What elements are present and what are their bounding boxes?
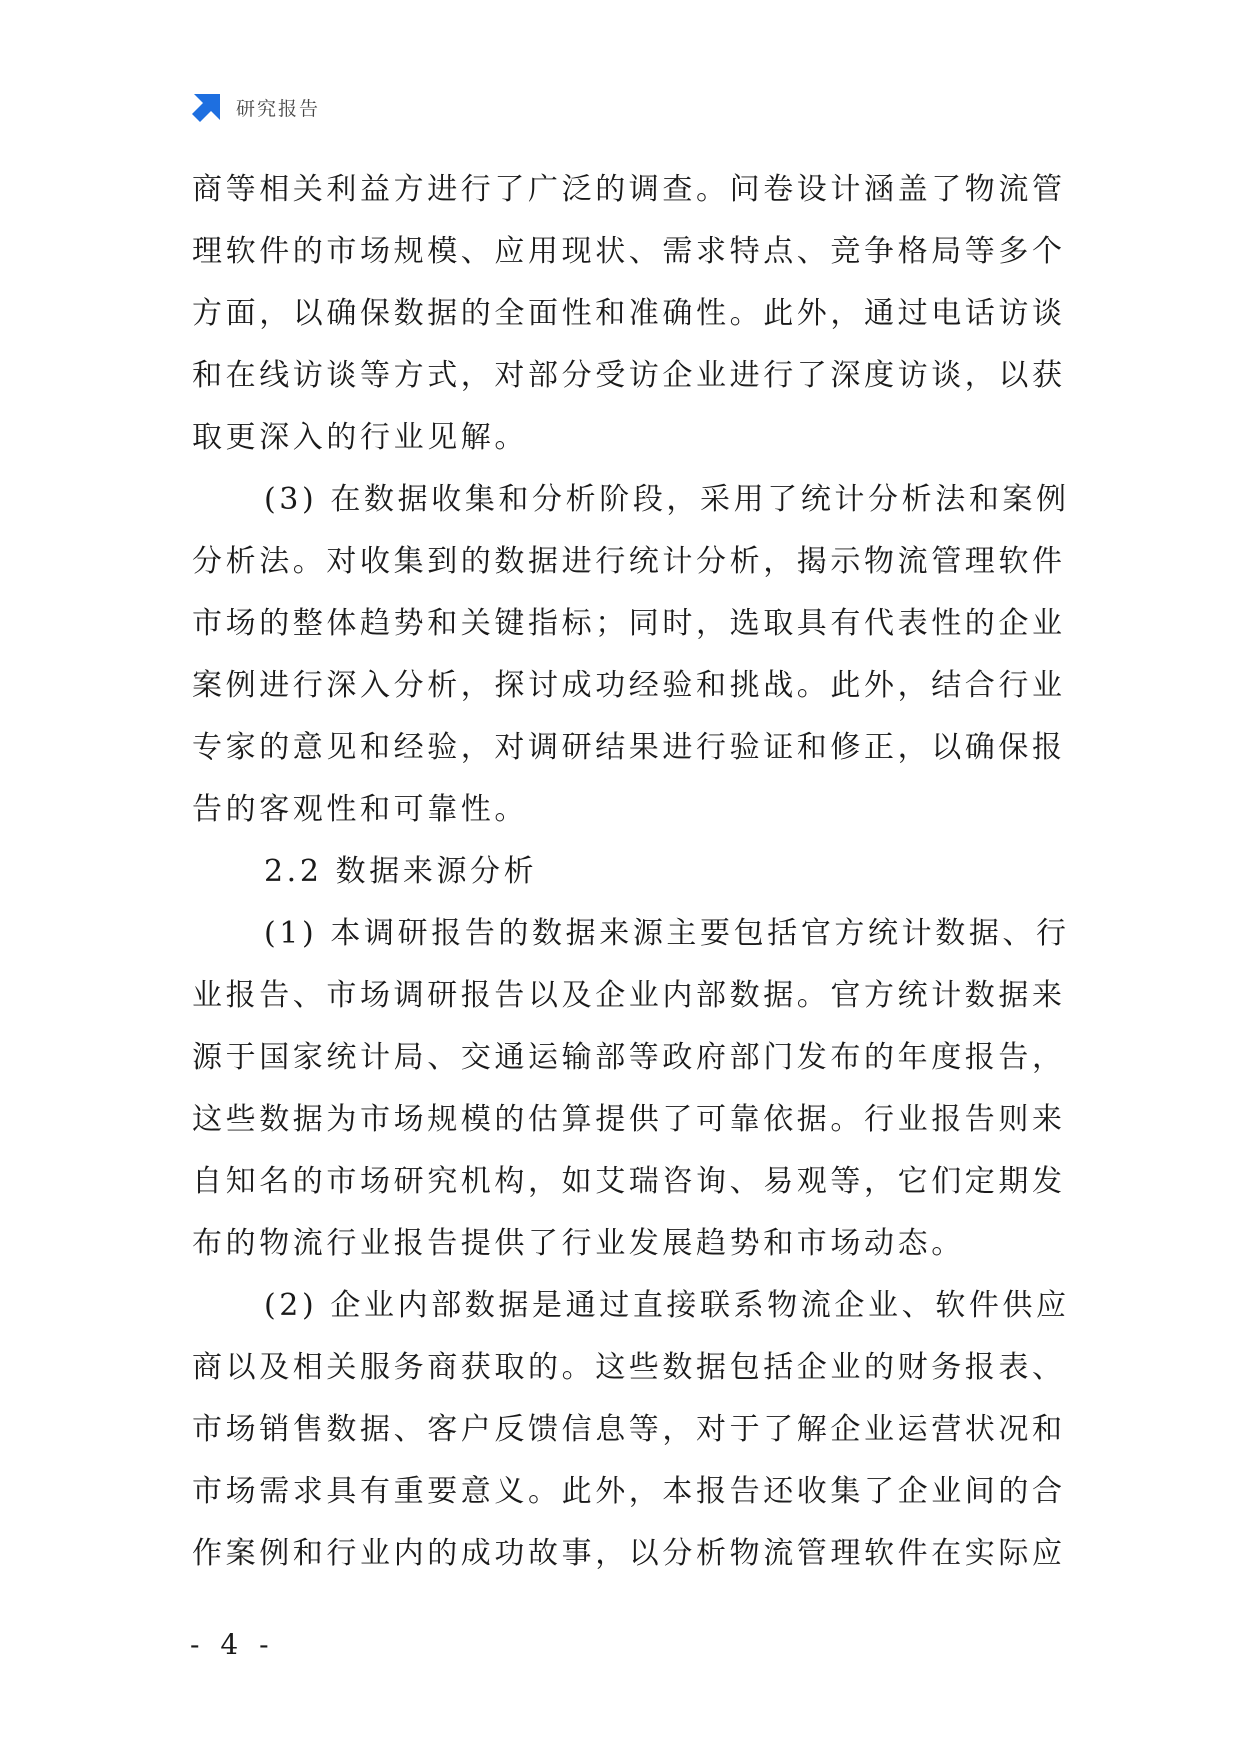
arrow-up-right-icon xyxy=(190,90,224,124)
page-header xyxy=(190,90,320,124)
text-line: 分析法。对收集到的数据进行统计分析，揭示物流管理软件 xyxy=(192,544,1066,579)
text-line: 市场的整体趋势和关键指标；同时，选取具有代表性的企业 xyxy=(192,606,1066,641)
document-body xyxy=(192,159,1072,1585)
text-line-paragraph-start: (3) 在数据收集和分析阶段，采用了统计分析法和案例 xyxy=(264,482,1070,517)
text-line: 方面，以确保数据的全面性和准确性。此外，通过电话访谈 xyxy=(192,296,1066,331)
text-line: 商等相关利益方进行了广泛的调查。问卷设计涵盖了物流管 xyxy=(192,172,1066,207)
section-heading: 2.2 数据来源分析 xyxy=(264,854,538,889)
text-line: 这些数据为市场规模的估算提供了可靠依据。行业报告则来 xyxy=(192,1102,1066,1137)
text-line: 理软件的市场规模、应用现状、需求特点、竞争格局等多个 xyxy=(192,234,1066,269)
text-line: 源于国家统计局、交通运输部等政府部门发布的年度报告， xyxy=(192,1040,1066,1075)
text-line: 案例进行深入分析，探讨成功经验和挑战。此外，结合行业 xyxy=(192,668,1066,703)
text-line: 作案例和行业内的成功故事，以分析物流管理软件在实际应 xyxy=(192,1536,1066,1571)
text-line: 市场需求具有重要意义。此外，本报告还收集了企业间的合 xyxy=(192,1474,1066,1509)
page-number: - 4 - xyxy=(190,1628,275,1661)
text-line: 业报告、市场调研报告以及企业内部数据。官方统计数据来 xyxy=(192,978,1066,1013)
text-line-paragraph-start: (2) 企业内部数据是通过直接联系物流企业、软件供应 xyxy=(264,1288,1070,1323)
text-line: 和在线访谈等方式，对部分受访企业进行了深度访谈，以获 xyxy=(192,358,1066,393)
text-line: 取更深入的行业见解。 xyxy=(192,420,528,455)
text-line: 市场销售数据、客户反馈信息等，对于了解企业运营状况和 xyxy=(192,1412,1066,1447)
text-line: 布的物流行业报告提供了行业发展趋势和市场动态。 xyxy=(192,1226,965,1261)
text-line-paragraph-start: (1) 本调研报告的数据来源主要包括官方统计数据、行 xyxy=(264,916,1070,951)
header-title: 研究报告 xyxy=(236,97,321,120)
text-line: 告的客观性和可靠性。 xyxy=(192,792,528,827)
text-line: 专家的意见和经验，对调研结果进行验证和修正，以确保报 xyxy=(192,730,1066,765)
text-line: 自知名的市场研究机构，如艾瑞咨询、易观等，它们定期发 xyxy=(192,1164,1066,1199)
text-line: 商以及相关服务商获取的。这些数据包括企业的财务报表、 xyxy=(192,1350,1066,1385)
